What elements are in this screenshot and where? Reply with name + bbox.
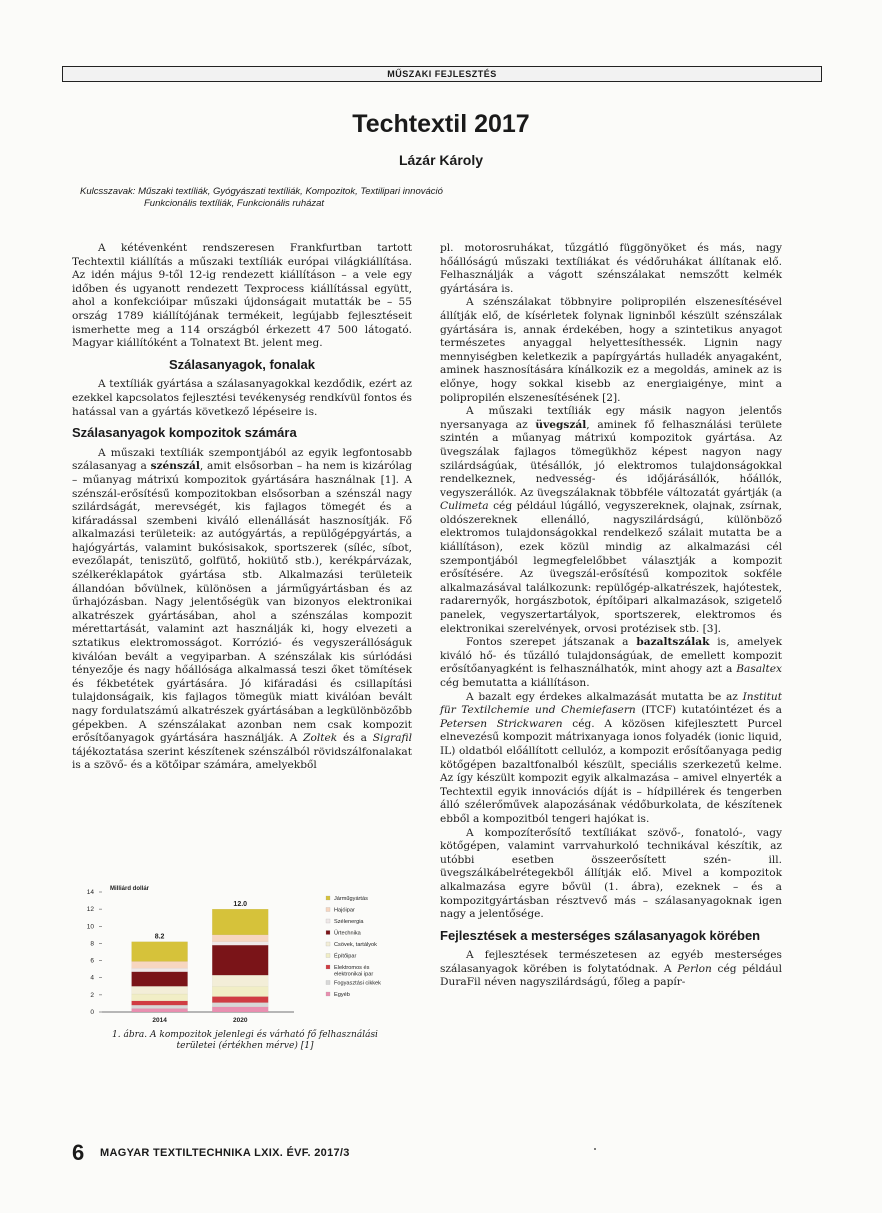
figure-caption-line-1: 1. ábra. A kompozitok jelenlegi és várható fő felhasználási <box>112 1030 378 1040</box>
legend-label: Építőipar <box>334 953 357 960</box>
heading-fibers-composites: Szálasanyagok kompozitok számára <box>72 425 297 441</box>
y-tick-label: 14 <box>86 889 94 896</box>
bar-segment-hajóipar <box>212 935 268 942</box>
figure-caption <box>80 1030 410 1052</box>
y-tick-label: 0 <box>90 1009 94 1016</box>
y-tick-label: 2 <box>90 991 94 999</box>
bar-segment-űrtechnika <box>212 945 268 975</box>
bar-segment-elektromos-és-elektronikai-ipar <box>132 1001 188 1005</box>
legend-label: Fogyasztási cikkek <box>334 980 381 987</box>
intro-paragraph: A kétévenként rendszeresen Frankfurtban tartott Techtextil kiállítás a műszaki textíliák európai világkiállítása. Az idén május 9-től 12-ig rendezett kiállításon – a vele egy időben és ugyanott rendezett Texprocess kiállítással együtt, ahol a konfekcióipar műszaki újdonságait mutatták be – 55 ország 1789 kiállítójának termékeit, legújabb fejlesztéseit ismerhette meg a 114 országból érkezett 47 500 látogató. Magyar kiállítóként a Tolnatext Bt. jelent meg. <box>72 242 412 350</box>
bar-segment-csövek-tartályok <box>212 975 268 986</box>
left-column <box>72 242 412 773</box>
fibers-paragraph: A textíliák gyártása a szálasanyagokkal kezdődik, ezért az ezekkel kapcsolatos fejlesztési tevékenység rendkívül fontos és hatással van a gyártás következő lépéseire is. <box>72 378 412 418</box>
bar-segment-űrtechnika <box>132 972 188 987</box>
continuation-paragraph: pl. motorosruhákat, tűzgátló függönyöket és más, nagy hőállóságú műszaki textíliákat és védőruhákat állítanak elő. Felhasználják a vágott szénszálakat nemszőtt kelmék gyártására is. <box>440 242 782 295</box>
legend-label: Csövek, tartályok <box>334 942 377 948</box>
legend-label: Hajóipar <box>334 907 355 914</box>
legend-swatch <box>326 942 330 946</box>
bar-segment-szélenergia <box>132 968 188 971</box>
legend-label: Űrtechnika <box>334 930 361 937</box>
bar-segment-fogyasztási-cikkek <box>212 1003 268 1007</box>
basalt-fiber-paragraph: Fontos szerepet játszanak a bazaltszálak is, amelyek kiváló hő- és tűzálló tulajdonságúak, de emellett kompozit erősítőanyagként is felhasználhatók, mint ahogy azt a Basaltex cég bemutatta a kiállításon. <box>440 636 782 689</box>
legend-swatch <box>326 965 330 969</box>
y-tick-label: 6 <box>90 957 94 965</box>
y-tick-label: 4 <box>90 974 94 982</box>
y-tick-label: 8 <box>90 940 94 948</box>
legend-swatch <box>326 896 330 900</box>
y-tick-label: 10 <box>86 923 94 931</box>
section-header: MŰSZAKI FEJLESZTÉS <box>62 66 822 82</box>
legend-swatch <box>326 954 330 958</box>
legend-label: Járműgyártás <box>334 896 368 902</box>
keywords-line-2: Funkcionális textíliák, Funkcionális ruházat <box>144 198 325 209</box>
x-category-label: 2020 <box>233 1017 248 1024</box>
lignin-paragraph: A szénszálakat többnyire polipropilén elszenesítésével állítják elő, de kísérletek folynak ligninből készült szénszálak gyártására is, annak érdekében, hogy a szintetikus anyagot természetes anyaggal helyettesíthessék. Lignin nagy mennyiségben keletkezik a papírgyártás hulladék anyagaként, aminek hasznosítására kínálkozik ez a megoldás, aminek az is előnye, hogy sokkal kisebb az energiaigénye, mint a polipropilén elszenesítésének [2]. <box>440 296 782 404</box>
keywords-line-1: Kulcsszavak: Műszaki textíliák, Gyógyászati textíliák, Kompozitok, Textilipari innováció <box>80 186 443 197</box>
glass-fiber-paragraph: A műszaki textíliák egy másik nagyon jelentős nyersanyaga az üvegszál, aminek fő felhasználási területe szintén a műanyag mátrixú kompozitok gyártása. Az üvegszálak fajlagos tömegükhöz képest nagyon nagy szilárdságúak, ütésállók, jó elektromos tulajdonságokkal rendelkeznek, nedvesség- és időjárásállók, hőállók, vegyszerállók. Az üvegszálaknak többféle változatát gyártják (a Culimeta cég például lúgálló, vegyszereknek, olajnak, zsírnak, oldószereknek ellenálló, nagyszilárdságú, különböző elektromos tulajdonságokkal rendelkező szálait mutatta be a kiállításon), ezek közül mindig az alkalmazási cél szempontjából legmegfelelőbbet választják a kompozit erősítésére. Az üvegszál-erősítésű kompozitok sokféle alkalmazásával találkozunk: repülőgép-alkatrészek, hajótestek, radarernyők, horgászbotok, építőipari alkalmazások, szigetelő panelek, vegyszertartályok, sportszerek, elektromos és elektronikai szerelvények, orvosi protézisek stb. [3]. <box>440 405 782 635</box>
legend-swatch <box>326 992 330 996</box>
article-author: Lázár Károly <box>398 152 484 168</box>
composites-stacked-bar-chart <box>72 882 412 1030</box>
bar-segment-építőipar <box>212 986 268 996</box>
legend-label: Szélenergia <box>334 919 364 925</box>
basalt-application-paragraph: A bazalt egy érdekes alkalmazását mutatta be az Institut für Textilchemie und Chemiefasern (ITCF) kutatóintézet és a Petersen Strickwaren cég. A közösen kifejlesztett Purcel elnevezésű kompozit mátrixanyaga ionos folyadék (ionic liquid, IL) oldatból előállított cellulóz, a kompozit erősítőanyaga pedig kötőgépen bazaltfonalból készült, speciális szerkezetű kelme. Az így készült kompozit egyik alkalmazása – amivel elnyerték a Techtextil egyik innovációs díját is – hídpillérek és tengerben álló szélerőművek alapozásának védőburkolata, de készítenek ebből a kompozitból tengeri hajókat is. <box>440 690 782 825</box>
bar-segment-egyéb <box>132 1009 188 1012</box>
legend-label: Egyéb <box>334 992 350 998</box>
article-title: Techtextil 2017 <box>352 110 530 138</box>
developments-paragraph: A fejlesztések természetesen az egyéb mesterséges szálasanyagok körében is folytatódnak. A Perlon cég például DuraFil néven nagyszilárdságú, főleg a papír- <box>440 949 782 989</box>
bar-segment-egyéb <box>212 1007 268 1012</box>
journal-footer: MAGYAR TEXTILTECHNIKA LXIX. ÉVF. 2017/3 <box>100 1147 350 1159</box>
bar-segment-fogyasztási-cikkek <box>132 1005 188 1008</box>
page-number: 6 <box>72 1140 85 1165</box>
y-tick-label: 12 <box>86 906 94 914</box>
heading-synthetic-developments: Fejlesztések a mesterséges szálasanyagok körében <box>440 927 761 943</box>
legend-swatch <box>326 919 330 923</box>
legend-swatch <box>326 908 330 912</box>
scan-speck <box>594 1148 596 1150</box>
legend-label: Elektromos és elektronikai ipar <box>334 965 374 978</box>
legend-swatch <box>326 931 330 935</box>
bar-segment-hajóipar <box>132 961 188 968</box>
figure-caption-line-2: területei (értékhen mérve) [1] <box>176 1041 314 1051</box>
bar-segment-járműgyártás <box>212 909 268 935</box>
figure-1-chart <box>72 882 412 1030</box>
composite-reinforcement-paragraph: A kompozíterősítő textíliákat szövő-, fonatoló-, vagy kötőgépen, valamint varrvahurkoló technikával készítik, az utóbbi esetben összeerősített szén- ill. üvegszálkábelrétegekből állítják elő. Mivel a kompozitok alkalmazása egyre bővül (1. ábra), ezeknek – és a kompozitgyártásban résztvevő más – szálasanyagoknak igen nagy a jelentősége. <box>440 826 782 921</box>
right-column <box>440 242 782 990</box>
y-axis-label: Milliárd dollár <box>110 886 150 892</box>
x-category-label: 2014 <box>152 1017 167 1024</box>
bar-total-label: 12.0 <box>233 901 248 909</box>
bar-segment-szélenergia <box>212 942 268 945</box>
keywords <box>80 186 720 210</box>
legend-swatch <box>326 981 330 985</box>
heading-fibers-yarns: Szálasanyagok, fonalak <box>169 356 315 372</box>
bar-total-label: 8.2 <box>154 933 165 941</box>
bar-segment-csövek-tartályok <box>132 986 188 994</box>
carbon-fiber-paragraph: A műszaki textíliák szempontjából az egyik legfontosabb szálasanyag a szénszál, amit elsősorban – ha nem is kizárólag – műanyag mátrixú kompozitok gyártására használnak [1]. A szénszál-erősítésű kompozitokban elsősorban a szénszál nagy szilárdságát, merevségét, kis fajlagos tömegét és a kifáradással szembeni kiváló ellenállását hasznosítják. Fő alkalmazási területeik: az autógyártás, a repülőgépgyártás, a hajógyártás, valamint bukósisakok, sportszerek (síléc, síbot, evezőlapát, teniszütő, golfütő, hokiütő stb.), kerékpárvázak, szélkeréklapátok gyártása stb. Alkalmazási területeik állandóan bővülnek, különösen a járműgyártásban és az űrhajózásban. Nagy jelentőségük van bizonyos elektronikai alkatrészek gyártásában, ahol a szénszálas kompozit mérettartását, valamint azt használják ki, hogy elvezeti a sztatikus elektromosságot. Korrózió- és vegyszerállóságuk kiválóan bevált a vegyiparban. A szénszálak kis súrlódási tényezője és nagy hőállósága alkalmassá teszi őket tömítések és fékbetétek gyártására. Jó kifáradási és csillapítási tulajdonságaik, kis fajlagos tömegük miatt kiválóan bevált nagy fordulatszámú alkatrészek gyártásában a legkülönbözőbb gépekben. A szénszálakat azonban nem csak kompozit erősítőanyagok gyártására használják. A Zoltek és a Sigrafil tájékoztatása szerint készítenek szénszálból rövidszálfonalakat is a szövő- és a kötőipar számára, amelyekből <box>72 446 413 772</box>
bar-segment-elektromos-és-elektronikai-ipar <box>212 997 268 1003</box>
bar-segment-építőipar <box>132 994 188 1001</box>
bar-segment-járműgyártás <box>132 942 188 962</box>
